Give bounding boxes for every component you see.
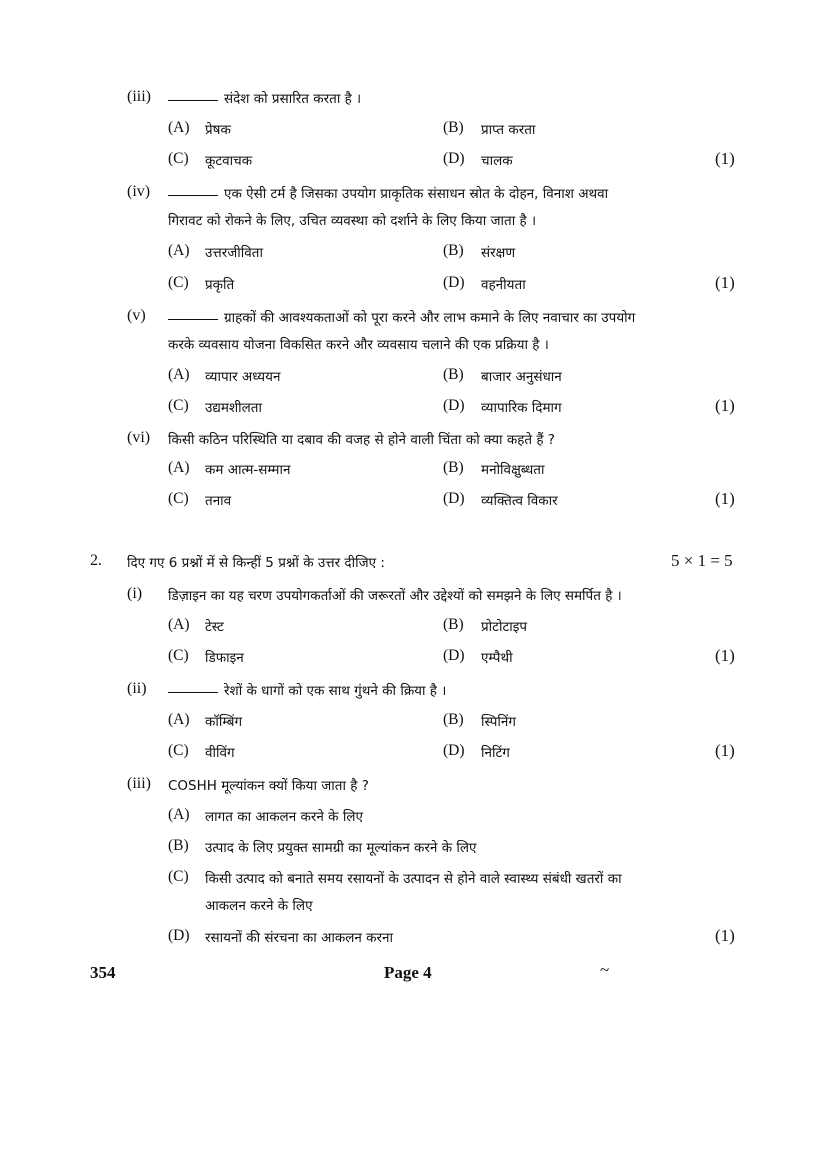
option-text: वहनीयता [481,277,526,293]
option-label: (D) [443,742,465,759]
option-label: (C) [168,397,189,414]
option-text: स्पिनिंग [481,714,517,730]
option-label: (A) [168,366,190,383]
option-text: संरक्षण [481,245,516,261]
question-text-line1: एक ऐसी टर्म है जिसका उपयोग प्राकृतिक संसाधन स्रोत के दोहन, विनाश अथवा [224,186,609,202]
option-label: (A) [168,616,190,633]
option-label: (B) [443,711,464,728]
marks: (1) [715,273,735,292]
question-text [168,308,635,326]
option-text: प्रकृति [205,277,235,293]
question-text-line2: गिरावट को रोकने के लिए, उचित व्यवस्था को दर्शाने के लिए किया जाता है । [168,213,537,229]
marks: (1) [715,926,735,945]
option-label: (C) [168,150,189,167]
option-text: डिफाइन [205,650,244,666]
page-number: Page 4 [384,963,432,982]
option-text: लागत का आकलन करने के लिए [205,809,363,825]
option-text: टेस्ट [205,619,224,635]
option-label: (B) [443,119,464,136]
option-text: व्यापार अध्ययन [205,369,281,385]
question-text [168,681,446,699]
answer-blank [168,691,218,693]
marks: (1) [715,741,735,760]
marks: (1) [715,149,735,168]
answer-blank [168,194,218,196]
option-label: (B) [168,837,189,854]
option-label: (D) [443,647,465,664]
marks: (1) [715,489,735,508]
option-label: (D) [443,274,465,291]
option-text: रसायनों की संरचना का आकलन करना [205,930,394,946]
question-number: (i) [127,585,143,602]
option-text: चालक [481,153,513,169]
option-label: (A) [168,711,190,728]
option-label: (B) [443,459,464,476]
question-text [168,89,361,107]
question-text: COSHH मूल्यांकन क्यों किया जाता है ? [168,778,369,794]
answer-blank [168,318,218,320]
option-label: (D) [443,397,465,414]
option-label: (C) [168,490,189,507]
question-number: (iii) [127,775,151,792]
option-text: एम्पैथी [481,650,513,666]
question-2-number: 2. [90,552,102,569]
option-label: (C) [168,274,189,291]
marks: (1) [715,396,735,415]
option-label: (A) [168,119,190,136]
option-text: उत्तरजीविता [205,245,263,261]
option-label: (B) [443,616,464,633]
answer-blank [168,99,218,101]
option-text: प्रेषक [205,122,231,138]
question-text [168,184,608,202]
question-number: (v) [127,307,146,324]
option-text: व्यापारिक दिमाग [481,400,562,416]
question-2-score: 5 × 1 = 5 [671,551,733,570]
option-text-line2: आकलन करने के लिए [205,898,313,914]
option-label: (A) [168,806,190,823]
option-label: (B) [443,242,464,259]
question-number: (vi) [127,429,151,446]
option-label: (D) [168,927,190,944]
option-text: वीविंग [205,745,235,761]
option-label: (B) [443,366,464,383]
option-text: उत्पाद के लिए प्रयुक्त सामग्री का मूल्यांकन करने के लिए [205,840,477,856]
option-text: मनोविक्षुब्धता [481,462,545,478]
option-text: निटिंग [481,745,510,761]
question-number: (iv) [127,183,151,200]
paper-code: 354 [90,963,116,982]
question-text-body: संदेश को प्रसारित करता है । [224,91,362,107]
option-text: कॉम्बिंग [205,714,243,730]
question-number: (iii) [127,88,151,105]
question-text-line2: करके व्यवसाय योजना विकसित करने और व्यवसाय चलाने की एक प्रक्रिया है । [168,337,549,353]
option-text: व्यक्तित्व विकार [481,493,558,509]
option-text: कूटवाचक [205,153,253,169]
question-2-instruction: दिए गए 6 प्रश्नों में से किन्हीं 5 प्रश्नों के उत्तर दीजिए : [127,555,385,571]
option-text: बाजार अनुसंधान [481,369,562,385]
option-label: (C) [168,868,189,885]
option-label: (C) [168,742,189,759]
question-text: डिज़ाइन का यह चरण उपयोगकर्ताओं की जरूरतों और उद्देश्यों को समझने के लिए समर्पित है । [168,588,622,604]
option-text: किसी उत्पाद को बनाते समय रसायनों के उत्पादन से होने वाले स्वास्थ्य संबंधी खतरों का [205,871,622,887]
option-label: (D) [443,150,465,167]
option-text: प्रोटोटाइप [481,619,528,635]
option-label: (C) [168,647,189,664]
question-text-line1: ग्राहकों की आवश्यकताओं को पूरा करने और लाभ कमाने के लिए नवाचार का उपयोग [224,310,636,326]
question-text-body: रेशों के धागों को एक साथ गुंथने की क्रिया है । [224,683,447,699]
option-label: (A) [168,242,190,259]
option-label: (D) [443,490,465,507]
option-text: तनाव [205,493,232,509]
option-label: (A) [168,459,190,476]
question-number: (ii) [127,680,147,697]
tilde-mark: ~ [600,960,610,979]
marks: (1) [715,646,735,665]
option-text: प्राप्त करता [481,122,536,138]
option-text: उद्यमशीलता [205,400,262,416]
option-text: कम आत्म-सम्मान [205,462,291,478]
question-text: किसी कठिन परिस्थिति या दबाव की वजह से होने वाली चिंता को क्या कहते हैं ? [168,432,555,448]
